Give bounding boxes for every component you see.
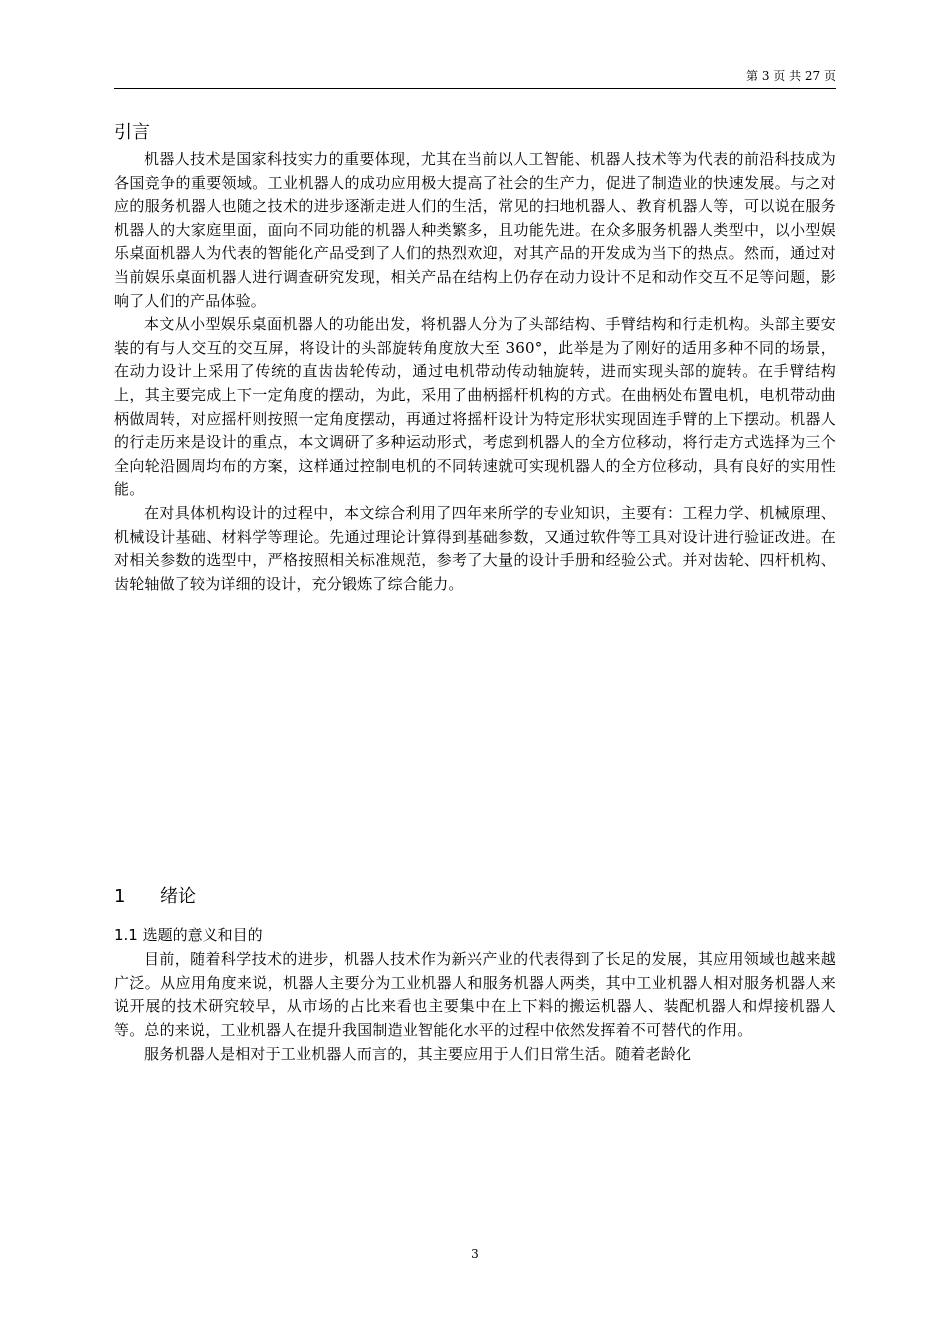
intro-paragraph-2: 本文从小型娱乐桌面机器人的功能出发，将机器人分为了头部结构、手臂结构和行走机构。头部主要安装的有与人交互的交互屏，将设计的头部旋转角度放大至 360°，此举是为了刚好的适用多种不同的场景，在动力设计上采用了传统的直齿齿轮传动，通过电机带动传动轴旋转，进而实现头部的旋转。在手臂结构上，其主要完成上下一定角度的摆动，为此，采用了曲柄摇杆机构的方式。在曲柄处布置电机，电机带动曲柄做周转，对应摇杆则按照一定角度摆动，再通过将摇杆设计为特定形状实现固连手臂的上下摆动。机器人的行走历来是设计的重点，本文调研了多种运动形式，考虑到机器人的全方位移动，将行走方式选择为三个全向轮沿圆周均布的方案，这样通过控制电机的不同转速就可实现机器人的全方位移动，具有良好的实用性能。 — [114, 315, 836, 499]
intro-title: 引言 — [114, 122, 150, 143]
page-footer — [0, 1246, 950, 1262]
footer-page-number: 3 — [471, 1247, 479, 1261]
page-header — [114, 66, 836, 89]
page-content — [114, 118, 836, 1066]
intro-paragraph-1: 机器人技术是国家科技实力的重要体现，尤其在当前以人工智能、机器人技术等为代表的前沿科技成为各国竞争的重要领域。工业机器人的成功应用极大提高了社会的生产力，促进了制造业的快速发展。与之对应的服务机器人也随之技术的进步逐渐走进人们的生活，常见的扫地机器人、教育机器人等，可以说在服务机器人的大家庭里面，面向不同功能的机器人种类繁多，且功能先进。在众多服务机器人类型中，以小型娱乐桌面机器人为代表的智能化产品受到了人们的热烈欢迎，对其产品的开发成为当下的热点。然而，通过对当前娱乐桌面机器人进行调查研究发现，相关产品在结构上仍存在动力设计不足和动作交互不足等问题，影响了人们的产品体验。 — [114, 150, 836, 310]
section-paragraph-1: 目前，随着科学技术的进步，机器人技术作为新兴产业的代表得到了长足的发展，其应用领域也越来越广泛。从应用角度来说，机器人主要分为工业机器人和服务机器人两类，其中工业机器人相对服务机器人来说开展的技术研究较早，从市场的占比来看也主要集中在上下料的搬运机器人、装配机器人和焊接机器人等。总的来说，工业机器人在提升我国制造业智能化水平的过程中依然发挥着不可替代的作用。 — [114, 950, 836, 1040]
section-title: 1.1 选题的意义和目的 — [114, 926, 263, 945]
intro-paragraph-3: 在对具体机构设计的过程中，本文综合利用了四年来所学的专业知识，主要有：工程力学、机械原理、机械设计基础、材料学等理论。先通过理论计算得到基础参数，又通过软件等工具对设计进行验证改进。在对相关参数的选型中，严格按照相关标准规范，参考了大量的设计手册和经验公式。并对齿轮、四杆机构、齿轮轴做了较为详细的设计，充分锻炼了综合能力。 — [114, 503, 836, 593]
blank-space — [114, 596, 836, 882]
chapter-heading — [114, 882, 836, 912]
section-paragraph-2: 服务机器人是相对于工业机器人而言的，其主要应用于人们日常生活。随着老龄化 — [144, 1044, 692, 1063]
chapter-title: 绪论 — [160, 886, 196, 908]
chapter-number: 1 — [114, 886, 126, 908]
header-page-info: 第 3 页 共 27 页 — [746, 69, 836, 83]
